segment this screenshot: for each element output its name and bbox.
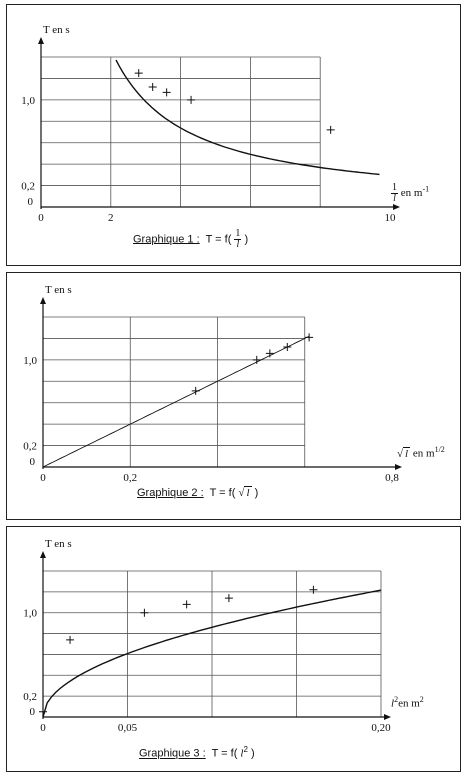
y-axis-arrow — [40, 551, 46, 558]
chart-3-caption: Graphique 3 : T = f( $l^2$ ) — [139, 745, 255, 760]
x-axis-arrow — [395, 464, 402, 470]
x-axis-arrow — [393, 204, 400, 210]
chart-panel-2 — [6, 272, 461, 520]
y-tick-label: 0,2 — [23, 691, 37, 704]
y-tick-label: 0,2 — [21, 180, 35, 193]
chart-2-plot — [7, 273, 462, 521]
x-tick-label: 2 — [108, 212, 114, 224]
data-point — [163, 88, 171, 96]
x-tick-label: 0 — [40, 472, 46, 484]
y-tick-label: 0,2 — [23, 440, 37, 453]
data-point — [309, 586, 317, 594]
data-point — [183, 600, 191, 608]
data-point — [266, 349, 274, 357]
data-point — [187, 96, 195, 104]
y-tick-label: 1,0 — [23, 354, 37, 367]
y-axis-arrow — [40, 297, 46, 304]
y-axis-title: T en s — [45, 538, 72, 550]
chart-panel-1 — [6, 4, 461, 266]
chart-3-plot — [7, 527, 462, 773]
x-tick-label: 0,2 — [123, 472, 138, 484]
chart-panel-3 — [6, 526, 461, 772]
data-point — [225, 594, 233, 602]
data-point — [66, 636, 74, 644]
chart-3-x-axis-label: $l^2en$ $m^2$ — [391, 695, 424, 710]
chart-1-caption: Graphique 1 : T = f( $\frac{1}{l}$ ) — [133, 228, 249, 250]
chart-1-x-axis-label: $\frac{1}{l}$ en $m^{-1}$ — [392, 182, 430, 204]
data-point — [305, 333, 313, 341]
x-tick-label: 0,20 — [371, 722, 391, 734]
data-point — [253, 356, 261, 364]
chart-2-caption: Graphique 2 : T = f( √ l ) — [137, 487, 259, 499]
data-point — [135, 69, 143, 77]
y-tick-label: 1,0 — [23, 607, 37, 620]
x-tick-label: 0 — [40, 722, 46, 734]
y-tick-label: 0 — [29, 706, 35, 718]
data-point — [283, 343, 291, 351]
y-tick-label: 1,0 — [21, 94, 35, 107]
series-line — [116, 60, 380, 174]
series-line — [43, 336, 309, 467]
y-axis-title: T en s — [45, 284, 72, 296]
y-tick-label: 0 — [27, 196, 33, 208]
x-tick-label: 0,8 — [385, 472, 399, 484]
x-tick-label: 10 — [384, 212, 396, 224]
y-axis-arrow — [38, 37, 44, 44]
x-axis-arrow — [384, 714, 391, 720]
chart-2-x-axis-label: √ l en $m^{1/2}$ — [397, 445, 445, 460]
x-tick-label: 0 — [38, 212, 44, 224]
data-point — [327, 126, 335, 134]
y-tick-label: 0 — [29, 456, 35, 468]
data-point — [149, 83, 157, 91]
x-tick-label: 0,05 — [117, 722, 138, 734]
y-axis-title: T en s — [43, 24, 70, 36]
data-point — [140, 609, 148, 617]
